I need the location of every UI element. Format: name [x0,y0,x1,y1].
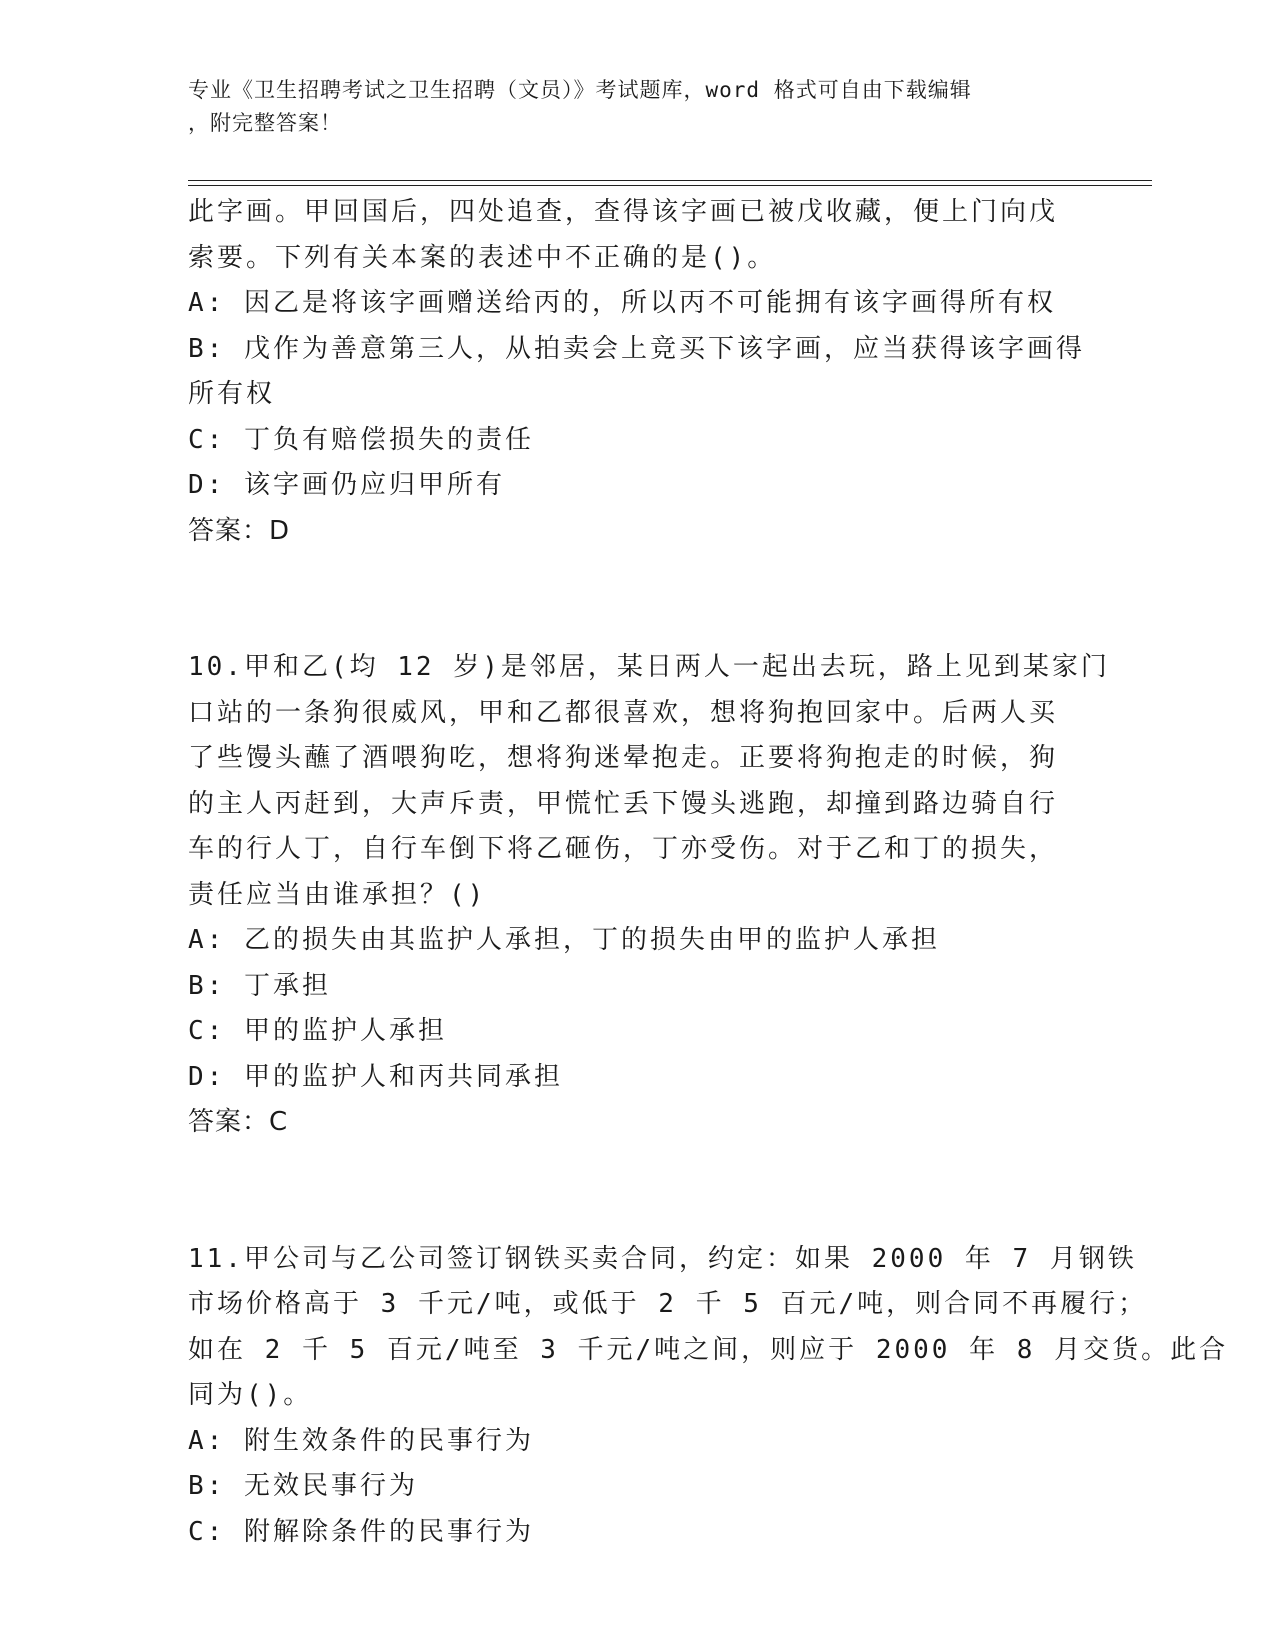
option-d: D: 该字画仍应归甲所有 [188,470,505,500]
option-c: C: 甲的监护人承担 [188,1016,447,1046]
option-a: A: 附生效条件的民事行为 [188,1425,534,1456]
question-stem-line: 了些馒头蘸了酒喂狗吃，想将狗迷晕抱走。正要将狗抱走的时候，狗 [188,743,1059,773]
spacer [188,554,1088,645]
header-divider-bottom [188,185,1152,186]
question-stem-line: 市场价格高于 3 千元/吨，或低于 2 千 5 百元/吨，则合同不再履行； [188,1289,1148,1319]
option-b: B: 丁承担 [188,970,331,1001]
option-d: D: 甲的监护人和丙共同承担 [188,1061,563,1092]
question-stem-line: 索要。下列有关本案的表述中不正确的是()。 [188,242,777,273]
document-header [188,74,1068,140]
question-10 [188,645,1110,1146]
question-stem-line: 如在 2 千 5 百元/吨至 3 千元/吨之间，则应于 2000 年 8 月交货。此合 [188,1334,1229,1365]
header-line-1: 专业《卫生招聘考试之卫生招聘（文员）》考试题库，word 格式可自由下载编辑 [188,78,972,102]
question-11 [188,1237,1229,1556]
question-stem-line: 11.甲公司与乙公司签订钢铁买卖合同，约定：如果 2000 年 7 月钢铁 [188,1243,1137,1274]
spacer [188,1146,1088,1237]
header-divider-top [188,180,1152,181]
question-stem-line: 10.甲和乙(均 12 岁)是邻居，某日两人一起出去玩，路上见到某家门 [188,652,1110,682]
option-a: A: 因乙是将该字画赠送给丙的，所以丙不可能拥有该字画得所有权 [188,288,1056,318]
option-c: C: 丁负有赔偿损失的责任 [188,424,534,455]
option-a: A: 乙的损失由其监护人承担，丁的损失由甲的监护人承担 [188,925,940,955]
option-b: B: 无效民事行为 [188,1471,418,1501]
question-stem-line: 同为()。 [188,1380,313,1410]
option-b-continued: 所有权 [188,379,276,409]
question-stem-line: 车的行人丁，自行车倒下将乙砸伤，丁亦受伤。对于乙和丁的损失， [188,834,1059,864]
option-b: B: 戊作为善意第三人，从拍卖会上竞买下该字画，应当获得该字画得 [188,333,1085,364]
question-stem-line: 口站的一条狗很威风，甲和乙都很喜欢，想将狗抱回家中。后两人买 [188,697,1059,728]
question-stem-line: 责任应当由谁承担？() [188,879,487,910]
document-body [188,190,1229,1555]
option-c: C: 附解除条件的民事行为 [188,1516,534,1547]
question-stem-line: 此字画。甲回国后，四处追查，查得该字画已被戊收藏，便上门向戊 [188,197,1059,227]
question-stem-line: 的主人丙赶到，大声斥责，甲慌忙丢下馒头逃跑，却撞到路边骑自行 [188,788,1059,819]
question-9 [188,190,1088,554]
answer-label: 答案：D [188,515,291,546]
header-line-2: ，附完整答案！ [188,111,342,135]
answer-label: 答案：C [188,1107,289,1137]
